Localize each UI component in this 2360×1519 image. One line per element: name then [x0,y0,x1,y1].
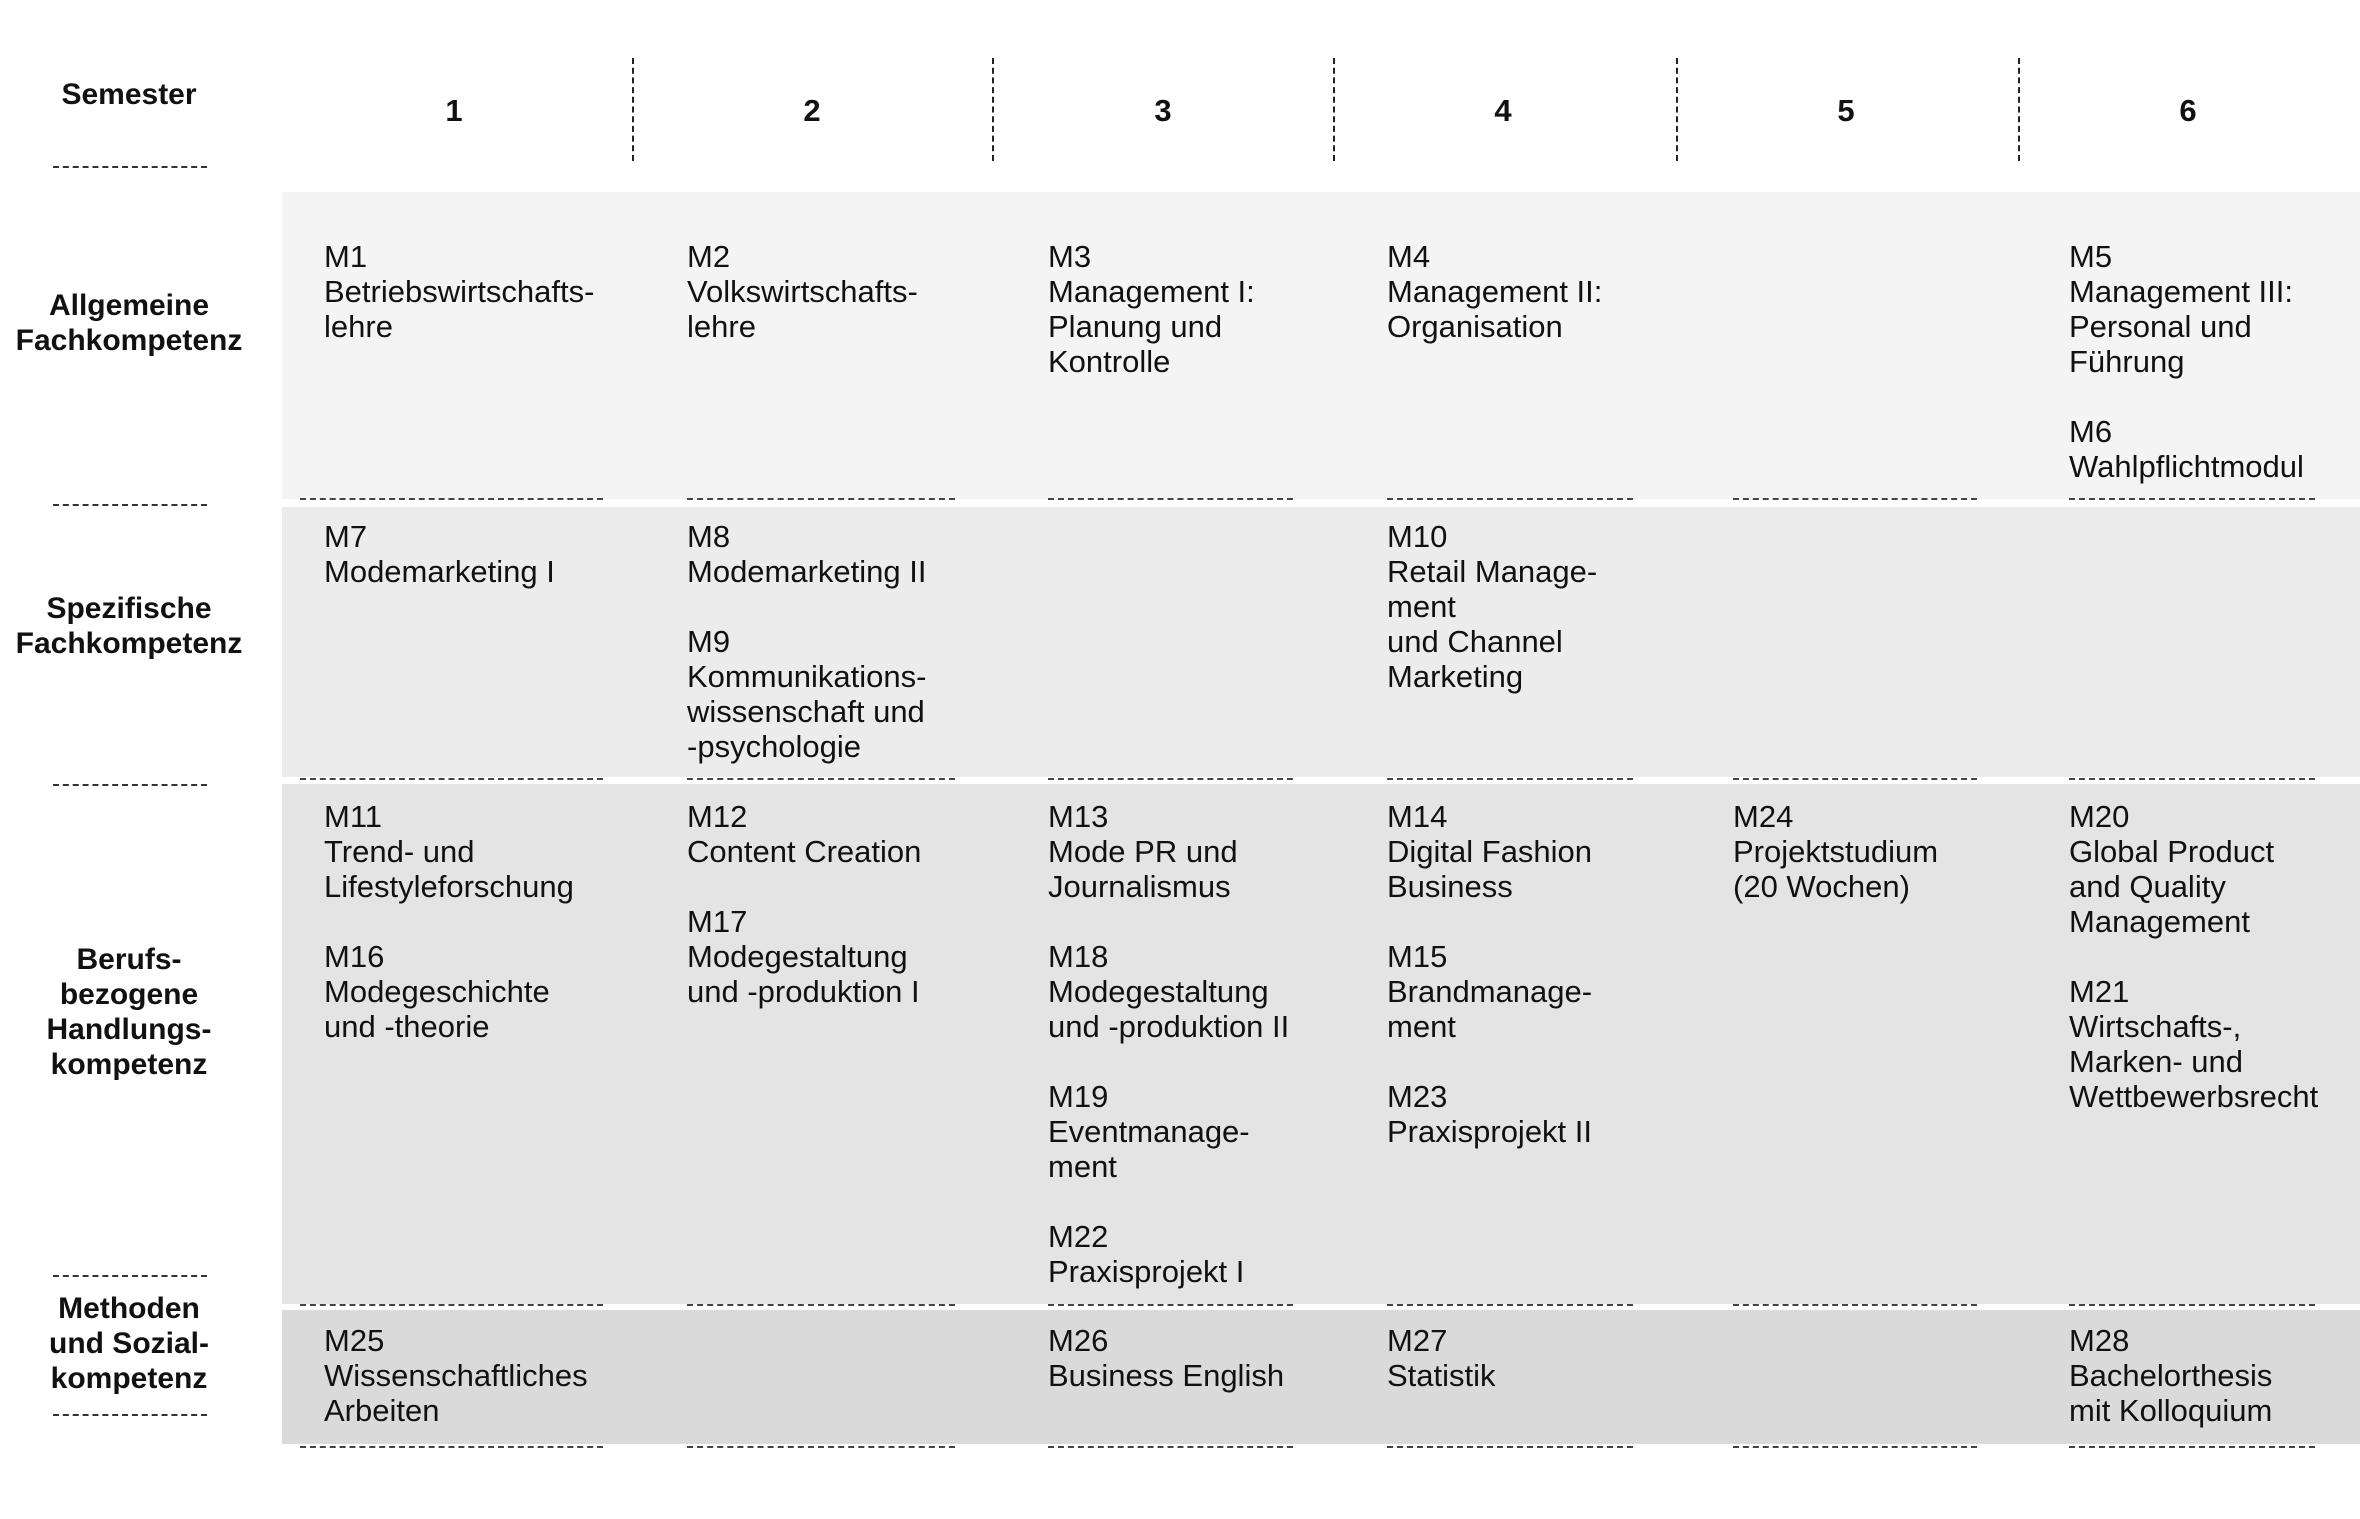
cell-divider [2069,778,2315,780]
module-title-line: Volkswirtschafts- [687,274,918,309]
module-entry [687,239,918,344]
header-label-divider [53,166,207,168]
cell-divider [2069,1304,2315,1306]
module-code: M22 [1048,1219,1109,1254]
row-label-line: Fachkompetenz [15,324,243,357]
module-code: M28 [2069,1323,2130,1358]
module-entry [2069,1323,2272,1428]
module-code: M11 [324,799,383,834]
module-cell [1048,239,1255,379]
module-entry [1733,799,1938,904]
module-code: M21 [2069,974,2130,1009]
row-label-line: Spezifische [46,592,212,625]
row-label-divider [53,784,207,786]
cell-divider [687,498,955,500]
module-code: M12 [687,799,748,834]
module-cell [687,799,921,1009]
row-label-allgemeine [0,288,258,358]
row-label-methoden [0,1291,258,1396]
module-title-line: Content Creation [687,834,922,869]
module-entry [2069,239,2304,379]
module-cell [1048,1323,1284,1393]
module-title-line: ment [1387,1009,1456,1044]
module-code: M18 [1048,939,1109,974]
module-title-line: Brandmanage- [1387,974,1593,1009]
module-title-line: Kontrolle [1048,344,1171,379]
cell-divider [300,1446,603,1448]
module-code: M2 [687,239,731,274]
module-entry [1048,239,1255,379]
module-title-line: Wissenschaftliches [324,1358,588,1393]
module-entry [1048,1219,1289,1289]
module-entry [324,1323,588,1428]
module-code: M19 [1048,1079,1109,1114]
module-title-line: und Channel [1387,624,1563,659]
row-label-line: Methoden [58,1292,200,1325]
module-cell [1387,1323,1496,1393]
module-entry [1387,939,1592,1044]
module-title-line: Organisation [1387,309,1563,344]
module-entry [2069,974,2318,1114]
module-entry [687,519,927,589]
module-cell [324,519,555,589]
semester-number-1: 1 [445,93,463,128]
semester-number-5: 5 [1837,93,1855,128]
semester-number-2: 2 [803,93,821,128]
cell-divider [300,498,603,500]
module-title-line: Projektstudium [1733,834,1939,869]
module-title-line: Statistik [1387,1358,1496,1393]
cell-divider [1387,1304,1633,1306]
module-title-line: Lifestyleforschung [324,869,574,904]
module-code: M27 [1387,1323,1448,1358]
module-code: M6 [2069,414,2113,449]
cell-divider [2069,498,2315,500]
cell-divider [1733,498,1977,500]
module-code: M9 [687,624,731,659]
module-code: M24 [1733,799,1794,834]
module-code: M8 [687,519,731,554]
semester-divider [1676,58,1678,161]
module-title-line: Praxisprojekt I [1048,1254,1245,1289]
module-title-line: Praxisprojekt II [1387,1114,1593,1149]
row-label-spezifische [0,591,258,661]
module-entry [1387,239,1602,344]
cell-divider [1048,778,1293,780]
module-code: M7 [324,519,368,554]
row-label-line: kompetenz [50,1362,208,1395]
module-title-line: Trend- und [324,834,475,869]
module-title-line: Wahlpflichtmodul [2069,449,2304,484]
row-label-divider [53,504,207,506]
module-entry [1048,799,1289,904]
module-title-line: Journalismus [1048,869,1231,904]
module-entry [1048,1323,1284,1393]
row-label-line: Berufs- [76,943,182,976]
row-label-line: Handlungs- [46,1013,212,1046]
module-entry [324,519,555,589]
module-entry [324,799,574,904]
module-title-line: Eventmanage- [1048,1114,1250,1149]
module-code: M5 [2069,239,2113,274]
module-title-line: Management [2069,904,2250,939]
row-label-berufsbezogene [0,942,258,1082]
cell-divider [1387,1446,1633,1448]
module-code: M25 [324,1323,385,1358]
module-cell [2069,1323,2272,1428]
module-title-line: Marketing [1387,659,1524,694]
row-label-line: und Sozial- [49,1327,209,1360]
module-title-line: lehre [324,309,393,344]
module-title-line: Wirtschafts-, [2069,1009,2242,1044]
module-code: M3 [1048,239,1092,274]
module-cell [687,519,927,764]
module-title-line: and Quality [2069,869,2226,904]
semester-divider [992,58,994,161]
module-entry [1387,1079,1592,1149]
module-title-line: Führung [2069,344,2185,379]
semester-number-4: 4 [1494,93,1512,128]
module-title-line: und -produktion II [1048,1009,1290,1044]
module-entry [687,624,927,764]
module-title-line: wissenschaft und [687,694,925,729]
module-title-line: Modegestaltung [687,939,908,974]
module-code: M1 [324,239,368,274]
module-code: M20 [2069,799,2130,834]
module-title-line: Management I: [1048,274,1255,309]
module-code: M16 [324,939,385,974]
module-title-line: und -produktion I [687,974,920,1009]
module-title-line: ment [1387,589,1456,624]
cell-divider [1733,1304,1977,1306]
module-title-line: Modemarketing II [687,554,927,589]
module-entry [1387,1323,1496,1393]
module-title-line: Modegeschichte [324,974,550,1009]
module-code: M23 [1387,1079,1448,1114]
module-entry [687,799,921,869]
row-band-berufsbezogene [282,784,2360,1304]
module-title-line: (20 Wochen) [1733,869,1910,904]
row-label-line: Allgemeine [48,289,210,322]
row-label-line: kompetenz [50,1048,208,1081]
module-title-line: Mode PR und [1048,834,1238,869]
module-title-line: lehre [687,309,756,344]
module-title-line: Global Product [2069,834,2275,869]
cell-divider [687,778,955,780]
cell-divider [300,1304,603,1306]
module-cell [324,799,574,1044]
module-title-line: Business English [1048,1358,1285,1393]
module-code: M10 [1387,519,1448,554]
module-cell [2069,799,2318,1114]
row-label-divider [53,1275,207,1277]
module-title-line: Kommunikations- [687,659,927,694]
module-code: M14 [1387,799,1448,834]
module-code: M15 [1387,939,1448,974]
row-label-line: bezogene [59,978,199,1011]
module-entry [687,904,921,1009]
module-title-line: Bachelorthesis [2069,1358,2273,1393]
module-cell [1387,519,1597,694]
module-cell [2069,239,2304,484]
module-title-line: Marken- und [2069,1044,2244,1079]
module-cell [324,239,594,344]
cell-divider [1387,498,1633,500]
cell-divider [2069,1446,2315,1448]
module-cell [687,239,918,344]
module-entry [1048,939,1289,1044]
module-entry [1387,519,1597,694]
module-title-line: Wettbewerbsrecht [2069,1079,2319,1114]
module-code: M26 [1048,1323,1109,1358]
cell-divider [1387,778,1633,780]
module-cell [1387,239,1602,344]
cell-divider [300,778,603,780]
module-entry [2069,414,2304,484]
module-entry [324,239,594,344]
module-title-line: Management III: [2069,274,2294,309]
semester-divider [1333,58,1335,161]
semester-number-6: 6 [2179,93,2197,128]
module-title-line: Modegestaltung [1048,974,1269,1009]
module-title-line: Modemarketing I [324,554,555,589]
module-code: M13 [1048,799,1109,834]
row-label-line: Fachkompetenz [15,627,243,660]
module-entry [1387,799,1592,904]
module-entry [324,939,574,1044]
semester-divider [2018,58,2020,161]
cell-divider [1048,1304,1293,1306]
cell-divider [1733,1446,1977,1448]
module-entry [2069,799,2318,939]
module-title-line: -psychologie [687,729,862,764]
module-title-line: Business [1387,869,1513,904]
cell-divider [1048,498,1293,500]
row-band-methoden [282,1310,2360,1444]
row-band-spezifische [282,507,2360,777]
module-title-line: Planung und [1048,309,1223,344]
module-title-line: mit Kolloquium [2069,1393,2273,1428]
semester-divider [632,58,634,161]
module-title-line: Personal und [2069,309,2252,344]
semester-header-label: Semester [61,78,197,111]
module-cell [1048,799,1289,1289]
module-title-line: ment [1048,1149,1117,1184]
module-title-line: Retail Manage- [1387,554,1598,589]
cell-divider [687,1446,955,1448]
module-cell [1387,799,1592,1149]
module-entry [1048,1079,1289,1184]
module-title-line: Betriebswirtschafts- [324,274,595,309]
cell-divider [687,1304,955,1306]
module-title-line: Management II: [1387,274,1603,309]
cell-divider [1733,778,1977,780]
module-title-line: Arbeiten [324,1393,440,1428]
row-label-divider [53,1414,207,1416]
module-code: M4 [1387,239,1431,274]
module-code: M17 [687,904,748,939]
module-cell [1733,799,1938,904]
module-title-line: Digital Fashion [1387,834,1593,869]
cell-divider [1048,1446,1293,1448]
semester-number-3: 3 [1154,93,1172,128]
module-cell [324,1323,588,1428]
module-title-line: und -theorie [324,1009,490,1044]
